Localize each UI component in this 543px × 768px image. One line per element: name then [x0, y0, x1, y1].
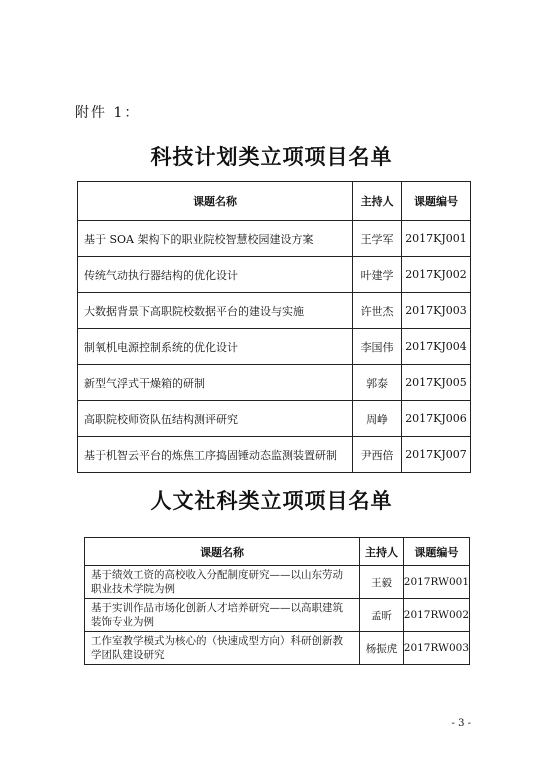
- humanities-projects-table: [84, 537, 470, 665]
- host-name: 周峥: [353, 401, 402, 437]
- topic-name: 大数据背景下高职院校数据平台的建设与实施: [78, 293, 353, 329]
- topic-code: 2017KJ001: [402, 221, 471, 257]
- header-code: 课题编号: [402, 182, 471, 221]
- host-name: 郭泰: [353, 365, 402, 401]
- table-row: [78, 437, 471, 473]
- host-name: 王毅: [360, 566, 404, 599]
- table-row: [78, 293, 471, 329]
- table-row: [78, 401, 471, 437]
- topic-name: 基于实训作品市场化创新人才培养研究——以高职建筑装饰专业为例: [85, 599, 360, 632]
- topic-name: 基于机智云平台的炼焦工序捣固锤动态监测装置研制: [78, 437, 353, 473]
- header-code: 课题编号: [403, 538, 469, 566]
- host-name: 孟昕: [360, 599, 404, 632]
- section1-title: 科技计划类立项项目名单: [150, 145, 393, 169]
- host-name: 许世杰: [353, 293, 402, 329]
- topic-code: 2017RW002: [403, 599, 469, 632]
- section2-title: 人文社科类立项项目名单: [150, 489, 393, 513]
- table-row: [85, 566, 470, 599]
- topic-code: 2017KJ004: [402, 329, 471, 365]
- topic-code: 2017KJ006: [402, 401, 471, 437]
- topic-name: 传统气动执行器结构的优化设计: [78, 257, 353, 293]
- topic-code: 2017KJ005: [402, 365, 471, 401]
- topic-name: 基于 SOA 架构下的职业院校智慧校园建设方案: [78, 221, 353, 257]
- topic-code: 2017KJ002: [402, 257, 471, 293]
- attachment-label: 附件 1：: [75, 105, 141, 121]
- topic-code: 2017RW003: [403, 632, 469, 665]
- topic-name: 高职院校师资队伍结构测评研究: [78, 401, 353, 437]
- topic-name: 工作室教学模式为核心的（快速成型方向）科研创新教学团队建设研究: [85, 632, 360, 665]
- science-projects-table: [77, 181, 471, 473]
- topic-code: 2017RW001: [403, 566, 469, 599]
- table-row: [78, 221, 471, 257]
- header-host: 主持人: [360, 538, 404, 566]
- topic-name: 制氧机电源控制系统的优化设计: [78, 329, 353, 365]
- topic-code: 2017KJ003: [402, 293, 471, 329]
- host-name: 杨振虎: [360, 632, 404, 665]
- topic-name: 新型气浮式干燥箱的研制: [78, 365, 353, 401]
- table-header-row: [85, 538, 470, 566]
- table-row: [85, 599, 470, 632]
- host-name: 尹西倍: [353, 437, 402, 473]
- topic-code: 2017KJ007: [402, 437, 471, 473]
- host-name: 叶建学: [353, 257, 402, 293]
- table-row: [78, 257, 471, 293]
- topic-name: 基于绩效工资的高校收入分配制度研究——以山东劳动职业技术学院为例: [85, 566, 360, 599]
- table-row: [78, 365, 471, 401]
- table-row: [78, 329, 471, 365]
- page-number: - 3 -: [451, 718, 471, 729]
- header-host: 主持人: [353, 182, 402, 221]
- host-name: 李国伟: [353, 329, 402, 365]
- header-topic-name: 课题名称: [85, 538, 360, 566]
- host-name: 王学军: [353, 221, 402, 257]
- table-row: [85, 632, 470, 665]
- header-topic-name: 课题名称: [78, 182, 353, 221]
- table-header-row: [78, 182, 471, 221]
